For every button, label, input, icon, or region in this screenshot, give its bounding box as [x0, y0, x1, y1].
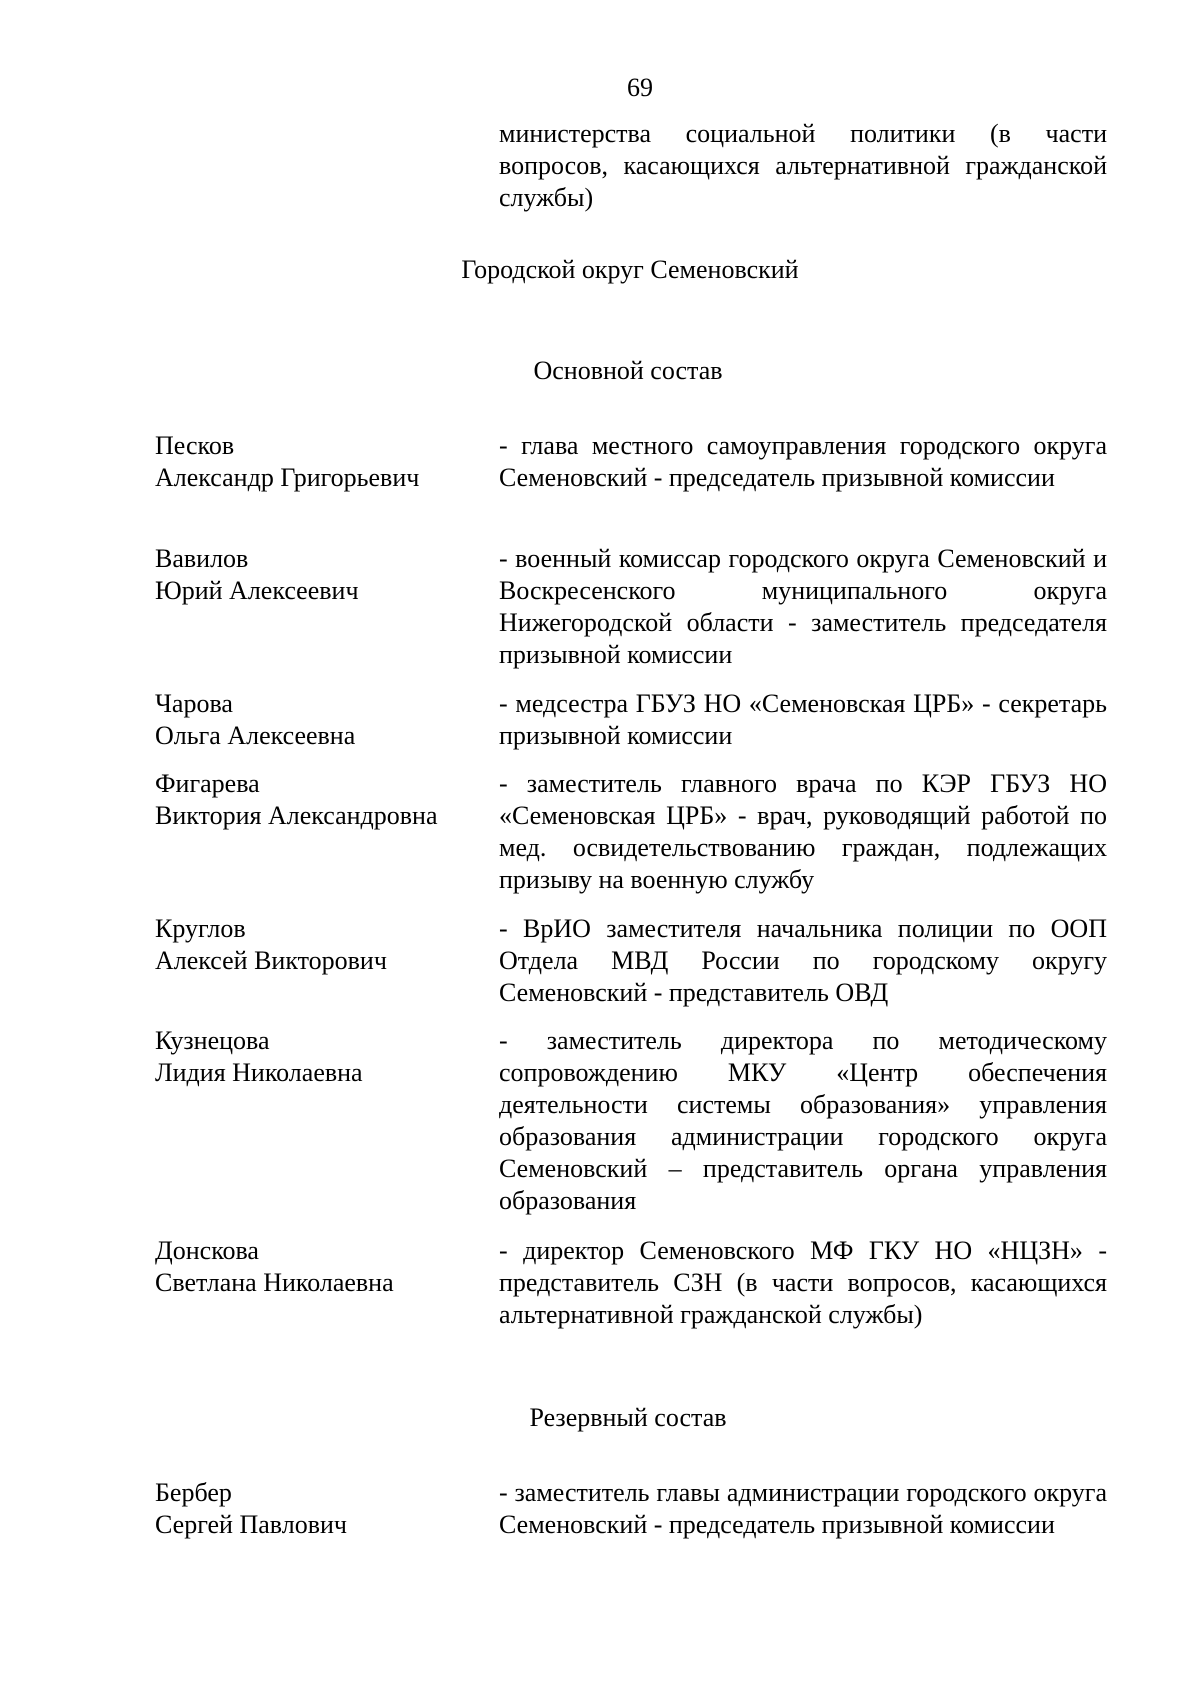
- member-role: - заместитель главы администрации городского округа Семеновский - председатель призывной комиссии: [499, 1478, 1107, 1539]
- member-role: - заместитель главного врача по КЭР ГБУЗ НО «Семеновская ЦРБ» - врач, руководящий работой по мед. освидетельствованию граждан, подлежащих призыву на военную службу: [499, 769, 1107, 894]
- member-given-names: Алексей Викторович: [155, 946, 387, 975]
- member-surname: Фигарева: [155, 769, 260, 798]
- member-name: [155, 430, 485, 494]
- reserve-composition-heading: Резервный состав: [529, 1403, 727, 1432]
- member-surname: Круглов: [155, 914, 246, 943]
- member-given-names: Лидия Николаевна: [155, 1058, 363, 1087]
- member-surname: Чарова: [155, 689, 233, 718]
- member-role: - ВрИО заместителя начальника полиции по ООП Отдела МВД России по городскому округу Семеновский - представитель ОВД: [499, 914, 1107, 1007]
- member-name: [155, 1235, 485, 1299]
- member-name: [155, 688, 485, 752]
- member-given-names: Светлана Николаевна: [155, 1268, 394, 1297]
- member-given-names: Виктория Александровна: [155, 801, 438, 830]
- member-name: [155, 768, 485, 832]
- member-given-names: Ольга Алексеевна: [155, 721, 356, 750]
- district-heading: Городской округ Семеновский: [461, 255, 799, 284]
- member-role: - заместитель директора по методическому сопровождению МКУ «Центр обеспечения деятельности системы образования» управления образования администрации городского округа Семеновский – представитель органа управления образования: [499, 1026, 1107, 1215]
- member-surname: Вавилов: [155, 544, 249, 573]
- continuation-text: министерства социальной политики (в части вопросов, касающихся альтернативной гражданской службы): [499, 119, 1107, 212]
- member-given-names: Александр Григорьевич: [155, 463, 420, 492]
- main-composition-heading: Основной состав: [533, 356, 723, 385]
- member-name: [155, 913, 485, 977]
- page-number: 69: [627, 73, 653, 102]
- member-given-names: Сергей Павлович: [155, 1510, 347, 1539]
- member-surname: Донскова: [155, 1236, 259, 1265]
- member-given-names: Юрий Алексеевич: [155, 576, 359, 605]
- member-name: [155, 1025, 485, 1089]
- member-name: [155, 1477, 485, 1541]
- member-surname: Бербер: [155, 1478, 232, 1507]
- member-role: - военный комиссар городского округа Семеновский и Воскресенского муниципального округа Нижегородской области - заместитель председателя призывной комиссии: [499, 544, 1107, 669]
- member-surname: Кузнецова: [155, 1026, 270, 1055]
- member-name: [155, 543, 485, 607]
- member-role: - глава местного самоуправления городского округа Семеновский - председатель призывной комиссии: [499, 431, 1107, 492]
- member-surname: Песков: [155, 431, 235, 460]
- member-role: - директор Семеновского МФ ГКУ НО «НЦЗН» - представитель СЗН (в части вопросов, касающихся альтернативной гражданской службы): [499, 1236, 1107, 1329]
- member-role: - медсестра ГБУЗ НО «Семеновская ЦРБ» - секретарь призывной комиссии: [499, 689, 1107, 750]
